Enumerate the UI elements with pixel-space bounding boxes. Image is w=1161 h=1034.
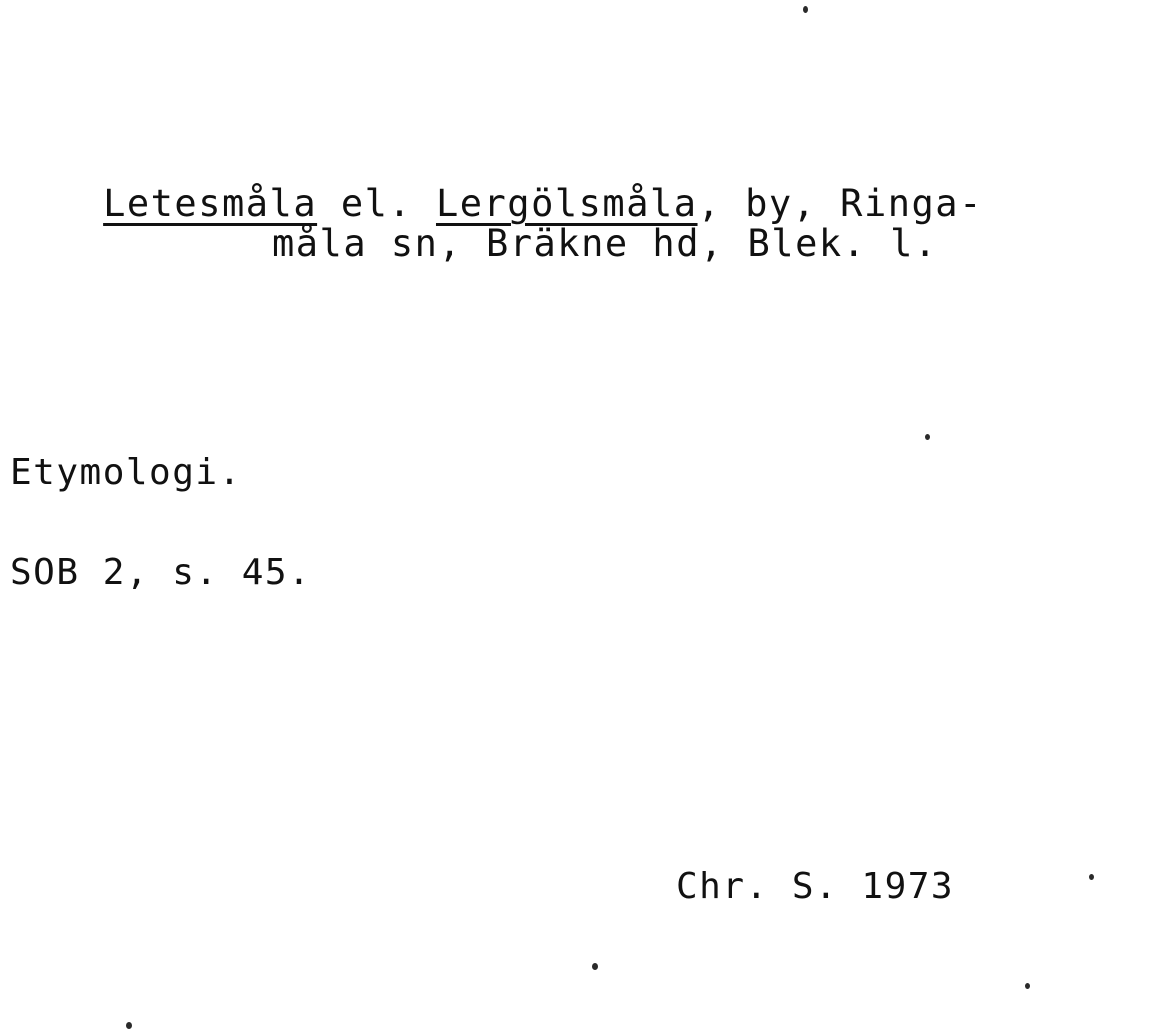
scan-speck [1089, 874, 1094, 880]
headword-continuation: måla sn, Bräkne hd, Blek. l. [272, 222, 938, 265]
section-label-etymologi: Etymologi. [10, 452, 242, 493]
scan-speck [803, 6, 808, 13]
scan-speck [126, 1022, 132, 1029]
headword-suffix: , by, Ringa- [697, 182, 983, 225]
source-reference: SOB 2, s. 45. [10, 552, 312, 593]
scan-speck [1025, 983, 1030, 989]
scan-speck [925, 434, 930, 440]
headword-separator: el. [317, 182, 436, 225]
signature: Chr. S. 1973 [676, 866, 955, 907]
scan-speck [592, 963, 598, 970]
headword-primary: Letesmåla [103, 182, 318, 225]
headword-variant: Lergölsmåla [435, 182, 698, 225]
